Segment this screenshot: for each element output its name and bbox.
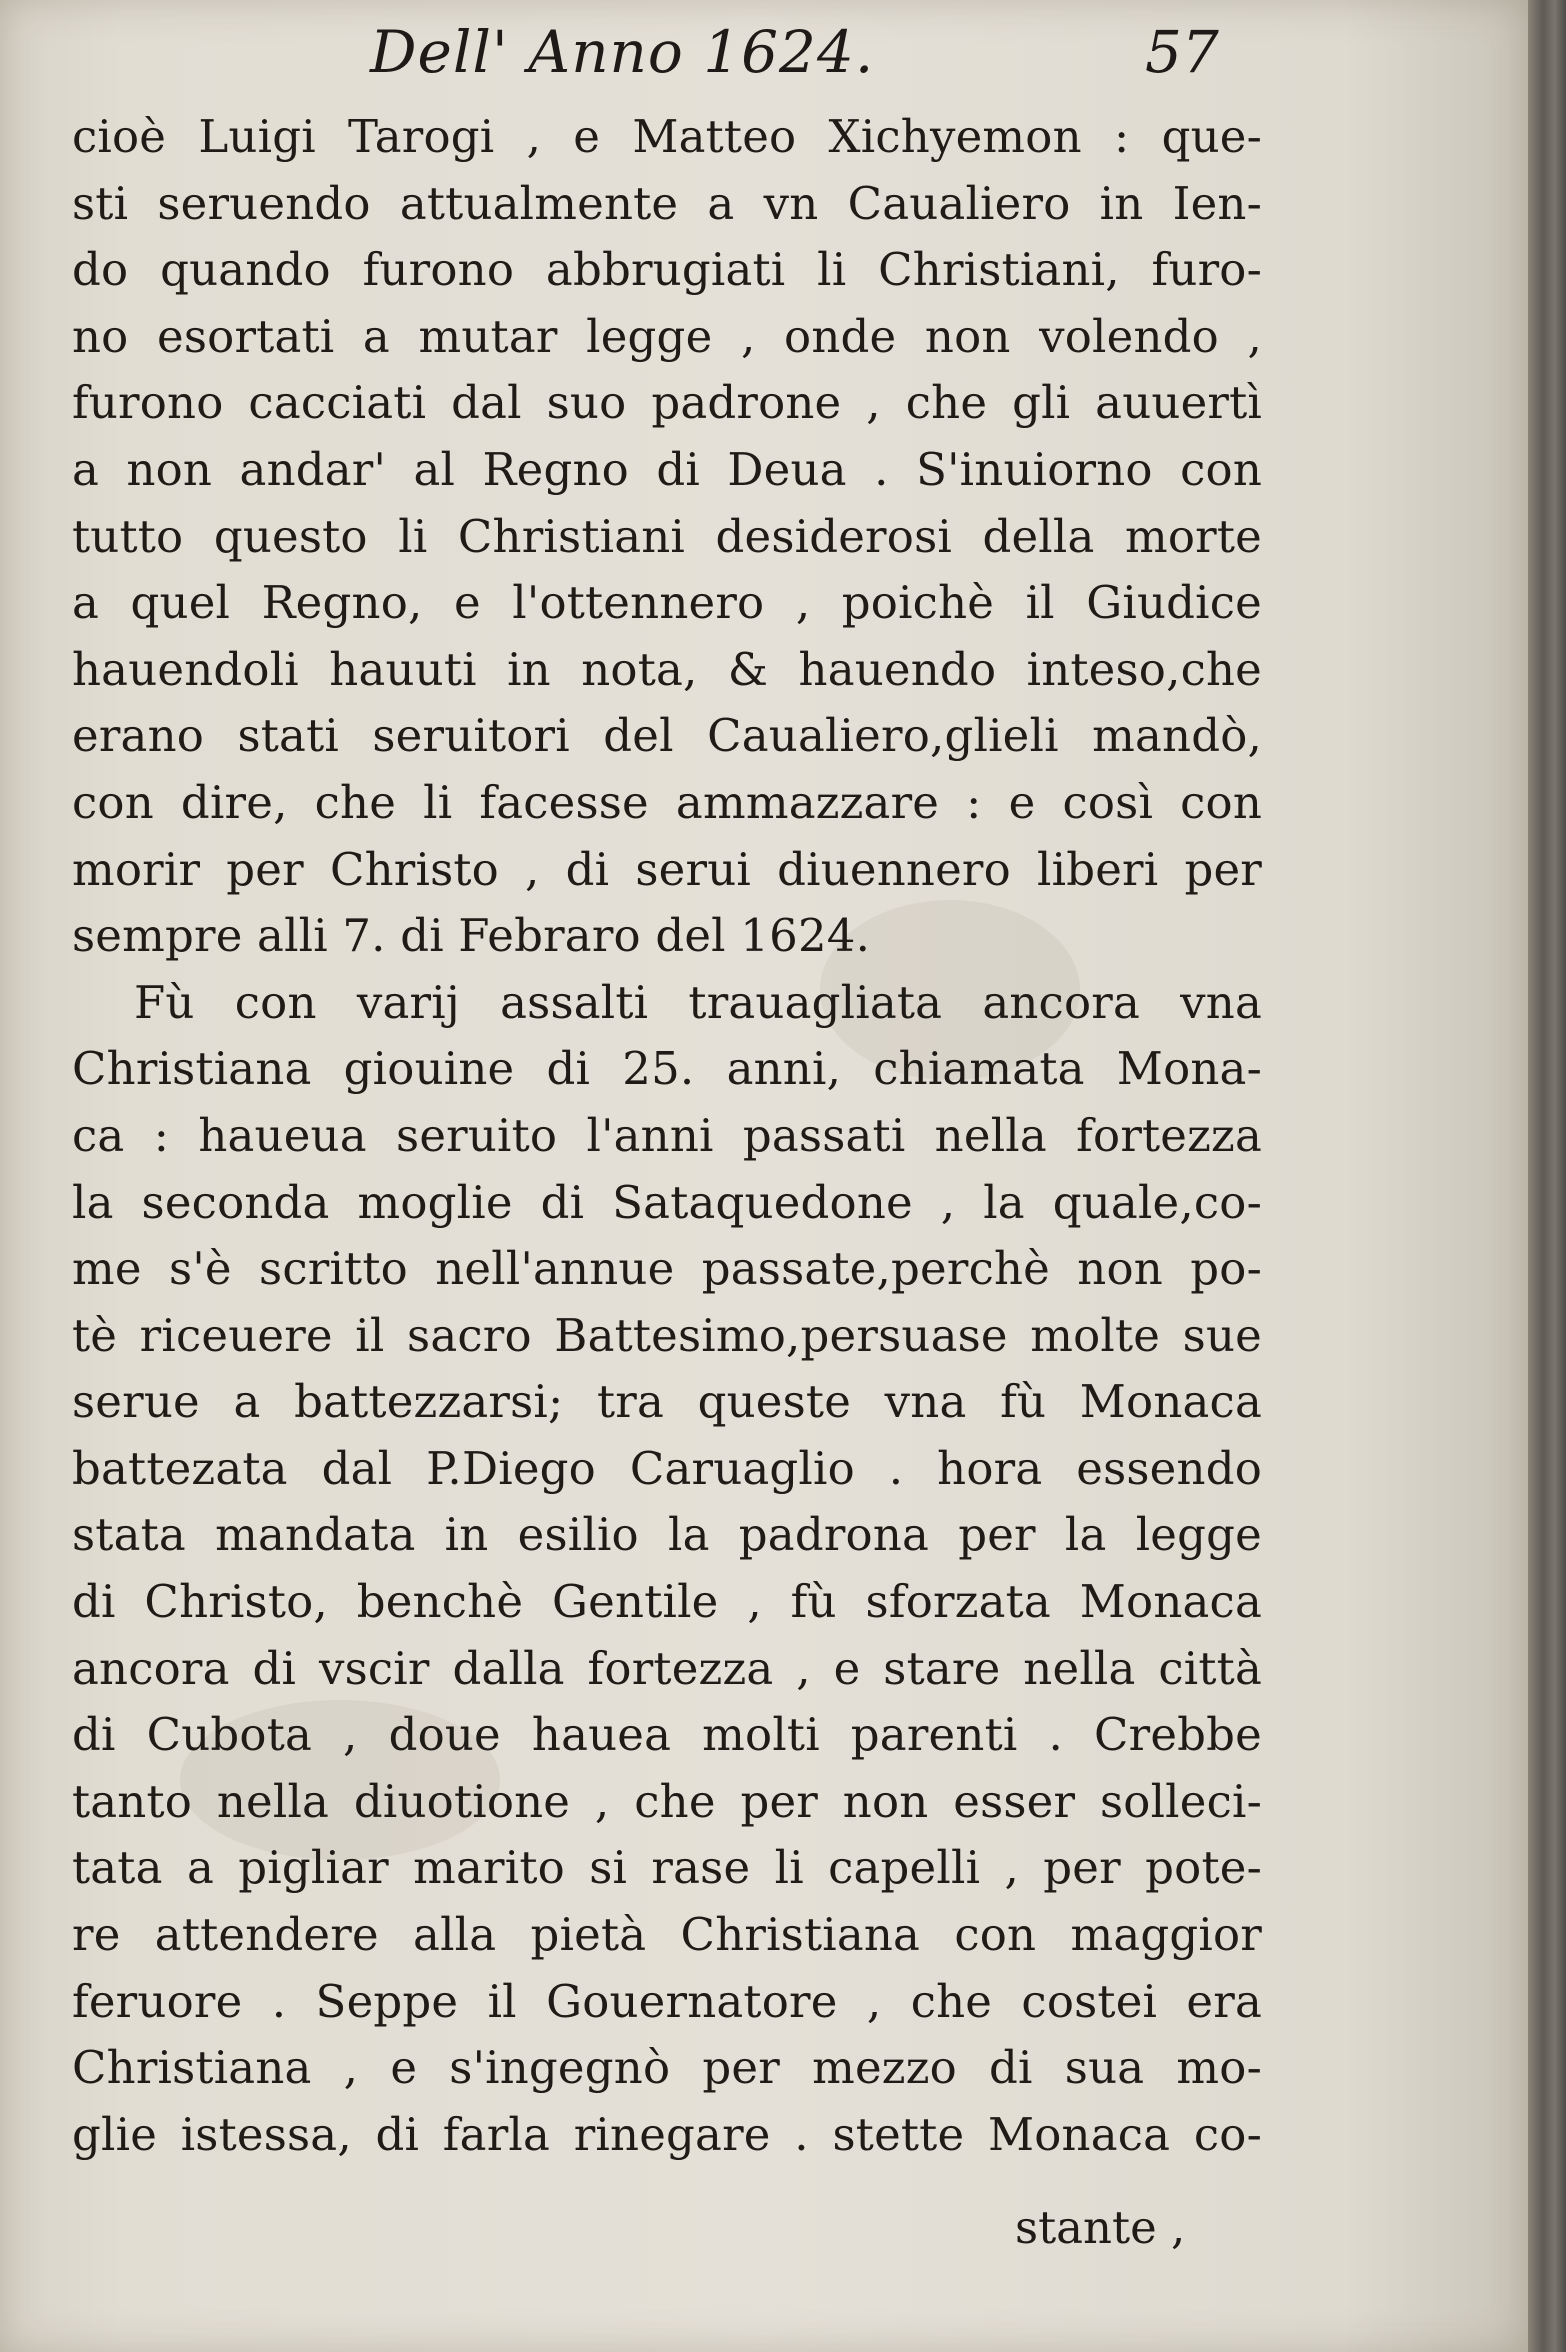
text-line: tata a pigliar marito si rase li capelli , per pote- xyxy=(72,1841,1262,1895)
text-line: tè riceuere il sacro Battesimo,persuase molte sue xyxy=(72,1308,1262,1362)
text-line: cioè Luigi Tarogi , e Matteo Xichyemon : que- xyxy=(72,110,1262,163)
text-line: sti seruendo attualmente a vn Caualiero in Ien- xyxy=(72,176,1262,230)
text-line: morir per Christo , di serui diuennero liberi per xyxy=(72,842,1262,896)
text-line: tanto nella diuotione , che per non esser solleci- xyxy=(72,1774,1262,1828)
text-line: serue a battezzarsi; tra queste vna fù Monaca xyxy=(72,1375,1262,1429)
text-line: hauendoli hauuti in nota, & hauendo inteso,che xyxy=(72,642,1262,696)
text-line: furono cacciati dal suo padrone , che gli auuertì xyxy=(72,376,1262,430)
text-line: di Christo, benchè Gentile , fù sforzata Monaca xyxy=(72,1575,1262,1629)
text-line: tutto questo li Christiani desiderosi della morte xyxy=(72,509,1262,563)
running-head: Dell' Anno 1624. xyxy=(370,18,875,86)
text-line: glie istessa, di farla rinegare . stette Monaca co- xyxy=(72,2107,1262,2161)
text-line: ca : haueua seruito l'anni passati nella fortezza xyxy=(72,1108,1262,1162)
text-line: erano stati seruitori del Caualiero,glieli mandò, xyxy=(72,709,1262,763)
text-line: a quel Regno, e l'ottennero , poichè il Giudice xyxy=(72,576,1262,630)
text-line: re attendere alla pietà Christiana con maggior xyxy=(72,1908,1262,1962)
page-header xyxy=(0,18,1528,108)
text-line: stata mandata in esilio la padrona per la legge xyxy=(72,1508,1262,1562)
text-line: feruore . Seppe il Gouernatore , che costei era xyxy=(72,1974,1262,2028)
text-line: ancora di vscir dalla fortezza , e stare nella città xyxy=(72,1641,1262,1695)
paragraph-end-line: sempre alli 7. di Febraro del 1624. xyxy=(72,909,871,963)
text-line: Christiana giouine di 25. anni, chiamata Mona- xyxy=(72,1042,1262,1096)
text-line: di Cubota , doue hauea molti parenti . Crebbe xyxy=(72,1708,1262,1762)
paragraph-start-line: Fù con varij assalti trauagliata ancora vna xyxy=(134,975,1262,1029)
text-line: battezata dal P.Diego Caruaglio . hora essendo xyxy=(72,1441,1262,1495)
text-line: no esortati a mutar legge , onde non volendo , xyxy=(72,309,1262,363)
text-line: me s'è scritto nell'annue passate,perchè non po- xyxy=(72,1242,1262,1296)
text-line: la seconda moglie di Sataquedone , la quale,co- xyxy=(72,1175,1262,1229)
text-line: Christiana , e s'ingegnò per mezzo di sua mo- xyxy=(72,2041,1262,2095)
text-line: do quando furono abbrugiati li Christiani, furo- xyxy=(72,243,1262,297)
page-number: 57 xyxy=(1145,18,1219,86)
body-text xyxy=(72,104,1262,2168)
book-edge xyxy=(1528,0,1566,2352)
catchword: stante , xyxy=(1015,2201,1186,2254)
text-line: con dire, che li facesse ammazzare : e così con xyxy=(72,775,1262,829)
text-line: a non andar' al Regno di Deua . S'inuiorno con xyxy=(72,442,1262,496)
